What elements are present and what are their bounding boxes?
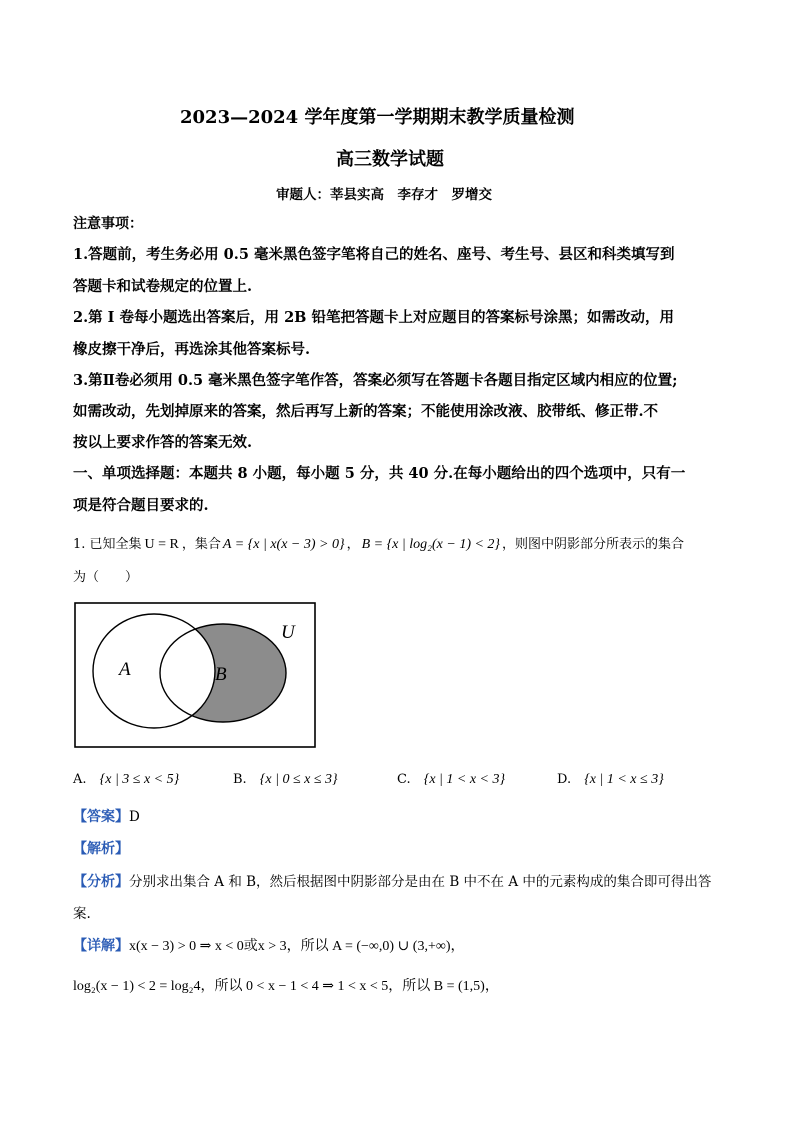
answer-tag: 【答案】 [73, 809, 129, 825]
venn-diagram [74, 602, 316, 748]
q1-suffix: ，则图中阴影部分所表示的集合 [502, 537, 685, 552]
notice-item-2-line-2: 橡皮擦干净后，再选涂其他答案标号. [73, 341, 311, 358]
section-heading-line-1: 一、单项选择题：本题共 8 小题，每小题 5 分，共 40 分.在每小题给出的四个选项中，只有一 [73, 465, 686, 482]
fenxi-line-2: 案. [73, 906, 91, 922]
notice-item-3-line-3: 按以上要求作答的答案无效. [73, 434, 253, 451]
venn-label-u: U [281, 622, 295, 643]
notice-item-1-line-2: 答题卡和试卷规定的位置上. [73, 278, 253, 295]
exam-subtitle: 高三数学试题 [336, 149, 444, 170]
question-1-stem [73, 533, 684, 553]
option-b[interactable] [233, 768, 338, 788]
analysis-line [73, 838, 129, 858]
reviewers: 审题人：莘县实高 李存才 罗增交 [276, 187, 492, 203]
fenxi-text: 分别求出集合 A 和 B，然后根据图中阴影部分是由在 B 中不在 A 中的元素构成的集合即可得出答 [129, 874, 712, 890]
q1-prefix: 1. 已知全集 [73, 537, 142, 552]
notice-item-2-line-1: 2.第 I 卷每小题选出答案后，用 2B 铅笔把答题卡上对应题目的答案标号涂黑；如需改动，用 [73, 309, 674, 326]
q1-mid: ，集合 [181, 537, 221, 552]
answer-line [73, 806, 140, 826]
answer-value: D [129, 809, 140, 825]
q1-comma: ， [346, 537, 360, 552]
option-c[interactable] [397, 768, 505, 788]
venn-label-b: B [215, 664, 227, 685]
option-b-text: {x | 0 ≤ x ≤ 3} [259, 772, 338, 787]
q1-set-a: A = {x | x(x − 3) > 0} [222, 537, 345, 552]
q1-universe: U = R [144, 537, 179, 552]
option-d-key: D. [557, 772, 572, 787]
venn-label-a: A [119, 659, 131, 680]
option-b-key: B. [233, 772, 247, 787]
section-heading-line-2: 项是符合题目要求的. [73, 497, 209, 514]
notice-item-3-line-2: 如需改动，先划掉原来的答案，然后再写上新的答案；不能使用涂改液、胶带纸、修正带.不 [73, 403, 659, 420]
option-c-text: {x | 1 < x < 3} [423, 772, 506, 787]
notice-heading: 注意事项： [73, 216, 143, 232]
notice-item-1-line-1: 1.答题前，考生务必用 0.5 毫米黑色签字笔将自己的姓名、座号、考生号、县区和科类填写到 [73, 246, 675, 263]
detail-line-1 [73, 935, 465, 955]
fenxi-line-1 [73, 870, 711, 891]
detail-tag: 【详解】 [73, 938, 129, 954]
question-1-line-2: 为（ ） [73, 570, 139, 585]
option-c-key: C. [397, 772, 411, 787]
option-a[interactable] [73, 768, 179, 788]
analysis-tag: 【解析】 [73, 841, 129, 857]
option-a-key: A. [73, 772, 87, 787]
exam-title: 2023—2024 学年度第一学期期末教学质量检测 [180, 107, 575, 128]
option-d[interactable] [557, 768, 664, 788]
q1-set-b: B = {x | log₂(x − 1) < 2} [361, 537, 501, 552]
option-a-text: {x | 3 ≤ x < 5} [99, 772, 180, 787]
notice-item-3-line-1: 3.第Ⅱ卷必须用 0.5 毫米黑色签字笔作答，答案必须写在答题卡各题目指定区域内相应的位置; [73, 372, 678, 389]
option-d-text: {x | 1 < x ≤ 3} [584, 772, 664, 787]
fenxi-tag: 【分析】 [73, 874, 129, 890]
detail-text-1: x(x − 3) > 0 ⇒ x < 0或x > 3，所以 A = (−∞,0) ∪ (3,+∞)， [129, 939, 465, 954]
detail-line-2: log₂(x − 1) < 2 = log₂4，所以 0 < x − 1 < 4 ⇒ 1 < x < 5，所以 B = (1,5)， [73, 979, 499, 994]
